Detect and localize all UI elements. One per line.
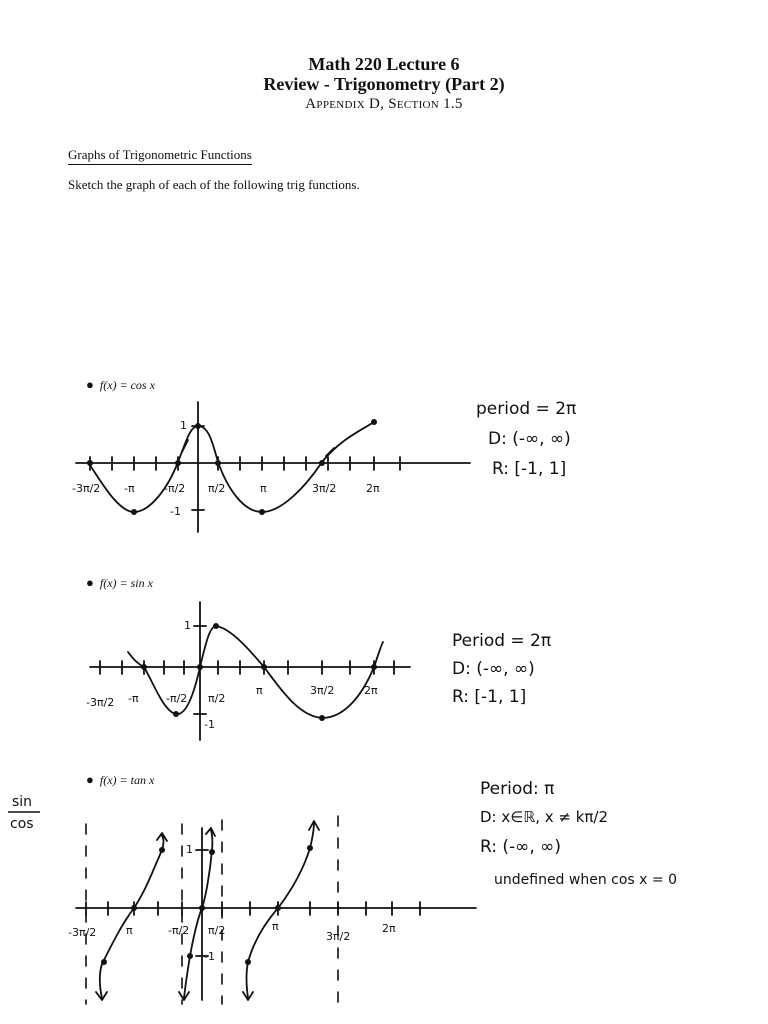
page-title: Math 220 Lecture 6 bbox=[308, 54, 460, 74]
tan-point bbox=[187, 953, 193, 959]
cos-point bbox=[215, 460, 221, 466]
sin-tick-label: -π/2 bbox=[166, 692, 188, 705]
section-reference: Appendix D, Section 1.5 bbox=[305, 96, 463, 112]
sin-note-domain: D: (-∞, ∞) bbox=[452, 659, 535, 679]
cos-point bbox=[131, 509, 137, 515]
tan-note-period: Period: π bbox=[480, 779, 555, 799]
bullet-icon: ● bbox=[86, 575, 94, 590]
tan-note-domain: D: x∈ℝ, x ≠ kπ/2 bbox=[480, 808, 609, 826]
cos-point bbox=[175, 460, 181, 466]
tan-tick-label: π bbox=[126, 924, 133, 937]
cos-point bbox=[87, 460, 93, 466]
cos-tick-label: 2π bbox=[366, 482, 380, 495]
problem-3-function: f(x) = tan x bbox=[99, 773, 155, 787]
tan-y-label-neg1: -1 bbox=[204, 950, 215, 963]
tan-point bbox=[199, 905, 205, 911]
bullet-icon: ● bbox=[86, 772, 94, 787]
sin-note-range: R: [-1, 1] bbox=[452, 687, 527, 707]
arrow-up-icon bbox=[206, 828, 215, 836]
sin-tick-label: 2π bbox=[364, 684, 378, 697]
cos-dash-2 bbox=[326, 448, 334, 456]
tan-graph bbox=[76, 816, 476, 1004]
tan-tick-label: 2π bbox=[382, 922, 396, 935]
tan-tick-label: 3π/2 bbox=[326, 930, 351, 943]
side-note-sin: sin bbox=[12, 794, 33, 810]
cos-note-domain: D: (-∞, ∞) bbox=[488, 429, 571, 449]
tan-note-range: R: (-∞, ∞) bbox=[480, 837, 561, 857]
sin-point bbox=[319, 715, 325, 721]
tan-point bbox=[159, 847, 165, 853]
tan-point bbox=[307, 845, 313, 851]
tan-point bbox=[131, 905, 137, 911]
tan-tick-label: π/2 bbox=[208, 924, 226, 937]
cos-tick-label: -π/2 bbox=[164, 482, 186, 495]
cos-note-range: R: [-1, 1] bbox=[492, 459, 567, 479]
sin-point bbox=[197, 664, 203, 670]
sin-graph bbox=[90, 602, 410, 740]
cos-point bbox=[371, 419, 377, 425]
tan-point bbox=[275, 905, 281, 911]
tan-point bbox=[209, 849, 215, 855]
sin-tick-label: -3π/2 bbox=[86, 696, 115, 709]
tan-tick-label: -3π/2 bbox=[68, 926, 97, 939]
sin-point bbox=[141, 664, 147, 670]
instruction-text: Sketch the graph of each of the following trig functions. bbox=[68, 177, 360, 192]
sin-point bbox=[173, 711, 179, 717]
tan-tick-label: π bbox=[272, 920, 279, 933]
tan-point bbox=[101, 959, 107, 965]
section-heading: Graphs of Trigonometric Functions bbox=[68, 147, 252, 165]
sin-point bbox=[371, 664, 377, 670]
cos-curve bbox=[88, 422, 374, 512]
cos-graph bbox=[76, 402, 470, 532]
cos-point bbox=[195, 423, 201, 429]
cos-tick-label: -3π/2 bbox=[72, 482, 101, 495]
page-subtitle: Review - Trigonometry (Part 2) bbox=[263, 74, 505, 94]
sin-y-label-neg1: -1 bbox=[204, 718, 215, 731]
sin-ticks bbox=[100, 626, 394, 714]
tan-y-label-1: 1 bbox=[186, 843, 193, 856]
tan-note-undefined: undefined when cos x = 0 bbox=[494, 872, 677, 888]
sin-tick-label: π/2 bbox=[208, 692, 226, 705]
cos-y-label-neg1: -1 bbox=[170, 505, 181, 518]
cos-point bbox=[259, 509, 265, 515]
cos-note-period: period = 2π bbox=[476, 399, 577, 419]
problem-1-function: f(x) = cos x bbox=[99, 378, 155, 392]
sin-tick-label: -π bbox=[128, 692, 139, 705]
sin-point bbox=[213, 623, 219, 629]
cos-ticks bbox=[90, 426, 400, 510]
cos-point bbox=[319, 460, 325, 466]
problem-2-function: f(x) = sin x bbox=[99, 576, 153, 590]
tan-point bbox=[245, 959, 251, 965]
cos-tick-label: 3π/2 bbox=[312, 482, 337, 495]
tan-curve-1 bbox=[100, 836, 164, 998]
sin-tick-label: 3π/2 bbox=[310, 684, 335, 697]
cos-tick-label: -π bbox=[124, 482, 135, 495]
sin-point bbox=[261, 664, 267, 670]
sin-y-label-1: 1 bbox=[184, 619, 191, 632]
cos-tick-label: π bbox=[260, 482, 267, 495]
tan-curve-3 bbox=[247, 822, 315, 998]
side-note-cos: cos bbox=[10, 816, 34, 832]
sin-tick-label: π bbox=[256, 684, 263, 697]
bullet-icon: ● bbox=[86, 377, 94, 392]
cos-tick-label: π/2 bbox=[208, 482, 226, 495]
sin-note-period: Period = 2π bbox=[452, 631, 552, 651]
tan-tick-label: -π/2 bbox=[168, 924, 190, 937]
cos-y-label-1: 1 bbox=[180, 419, 187, 432]
